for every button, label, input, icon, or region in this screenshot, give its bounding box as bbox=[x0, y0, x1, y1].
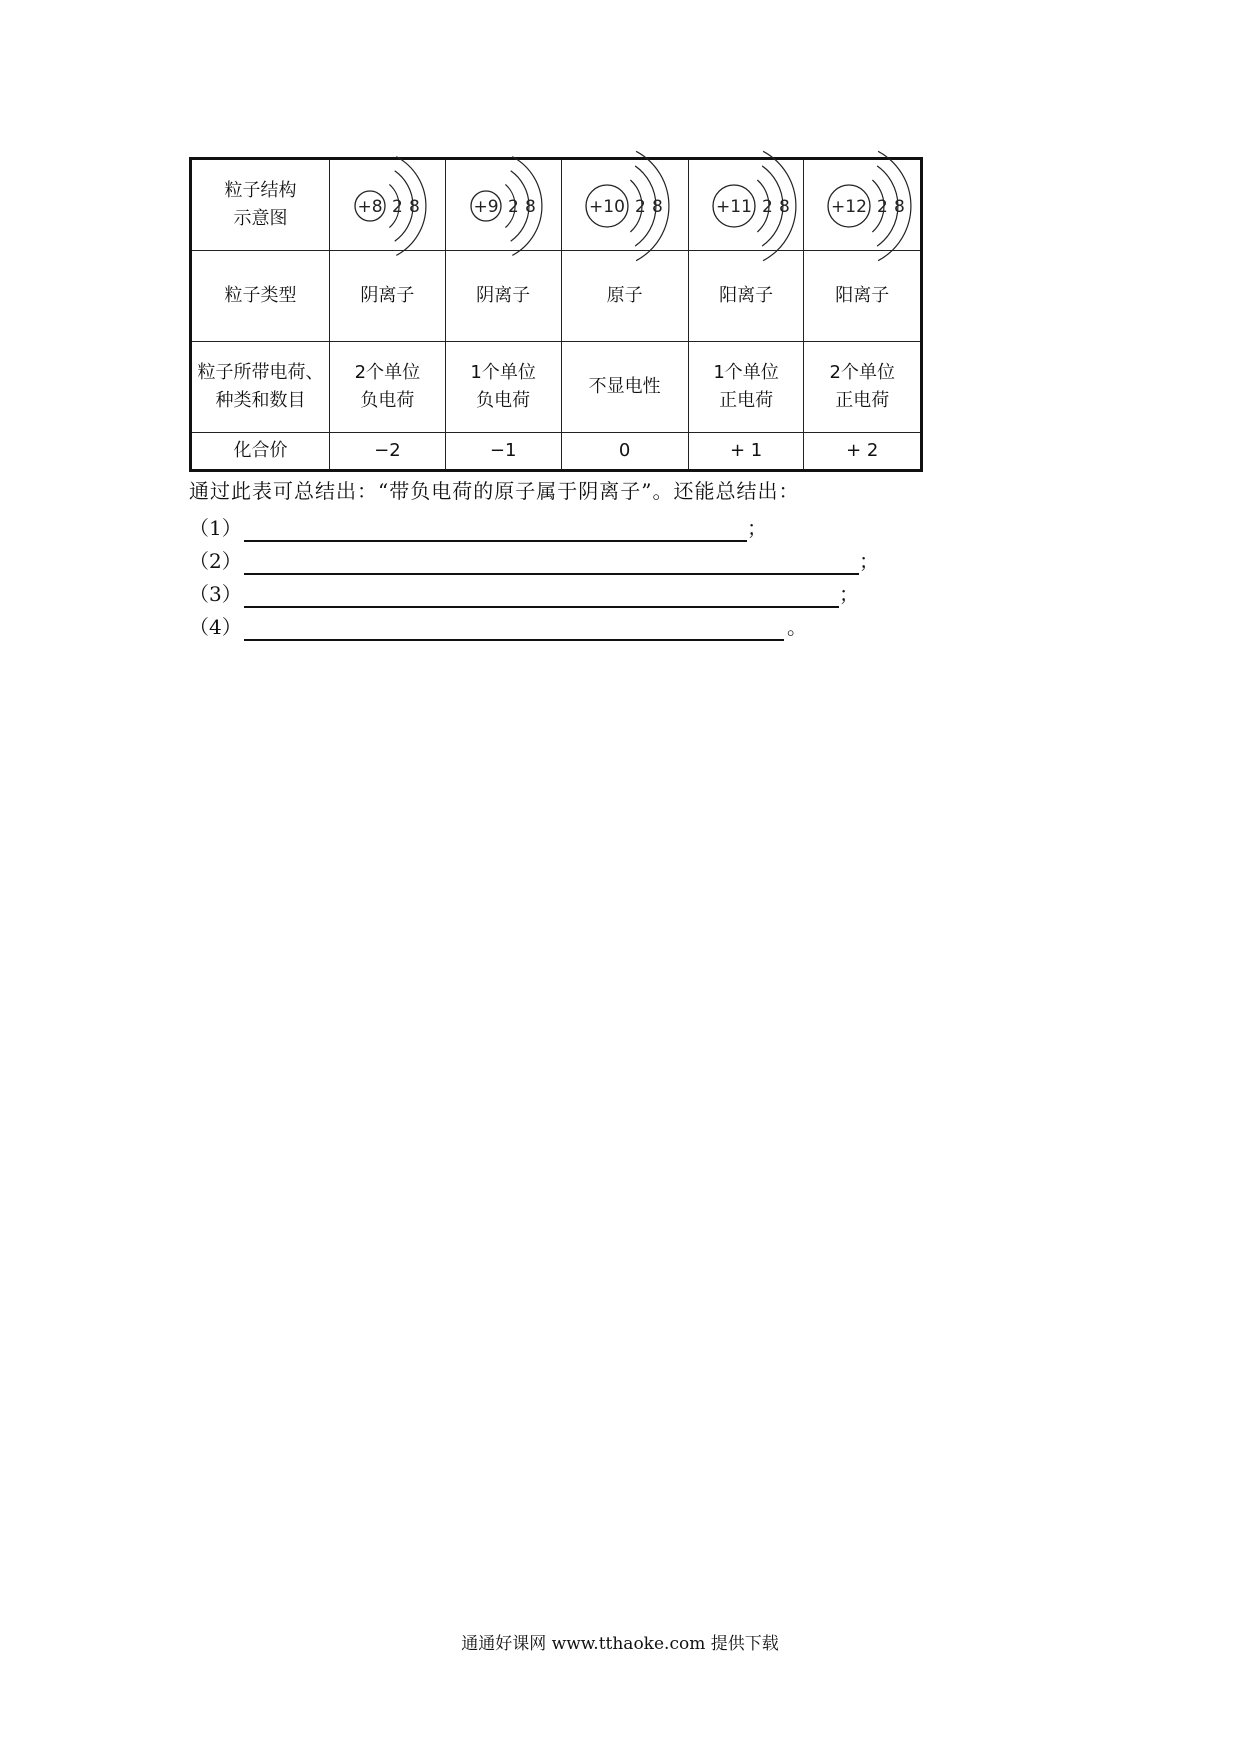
particle-type-cell: 阳离子 bbox=[688, 251, 804, 342]
valence-cell: 0 bbox=[561, 433, 688, 471]
diagram-row bbox=[191, 159, 922, 251]
particle-charge-cell: 2个单位 正电荷 bbox=[804, 342, 922, 433]
atom-diagram bbox=[562, 160, 688, 250]
answer-end-mark: 。 bbox=[787, 615, 807, 639]
atom-diagram bbox=[330, 160, 445, 250]
answer-blank[interactable] bbox=[244, 639, 784, 641]
row-header-charge: 粒子所带电荷、 种类和数目 bbox=[191, 342, 330, 433]
answer-blank[interactable] bbox=[244, 573, 859, 575]
valence-row bbox=[191, 433, 922, 471]
valence-cell: + 2 bbox=[804, 433, 922, 471]
answer-blank[interactable] bbox=[244, 606, 839, 608]
answer-number: （1） bbox=[189, 516, 242, 540]
answer-blank[interactable] bbox=[244, 540, 747, 542]
particle-type-cell: 原子 bbox=[561, 251, 688, 342]
footer-source: 通通好课网 www.tthaoke.com 提供下载 bbox=[461, 1634, 779, 1654]
answer-number: （4） bbox=[189, 615, 242, 639]
answer-number: （2） bbox=[189, 549, 242, 573]
nucleus-charge-label: +11 bbox=[715, 197, 752, 217]
answer-end-mark: ； bbox=[747, 516, 767, 540]
particle-charge-cell: 1个单位 正电荷 bbox=[688, 342, 804, 433]
valence-cell: −1 bbox=[445, 433, 561, 471]
valence-cell: + 1 bbox=[688, 433, 804, 471]
row-header-diagram: 粒子结构 示意图 bbox=[191, 159, 330, 251]
atom-diagram-cell bbox=[330, 159, 446, 251]
atom-diagram-cell bbox=[561, 159, 688, 251]
shell-electron-count: 8 bbox=[524, 197, 536, 217]
answer-end-mark: ； bbox=[859, 549, 879, 573]
nucleus-charge-label: +10 bbox=[588, 197, 625, 217]
atom-diagram bbox=[804, 160, 920, 250]
atom-diagram-cell bbox=[445, 159, 561, 251]
shell-electron-count: 2 bbox=[634, 197, 646, 217]
charge-row bbox=[191, 342, 922, 433]
shell-electron-count: 2 bbox=[392, 197, 403, 217]
atom-diagram-cell bbox=[804, 159, 922, 251]
row-header-type: 粒子类型 bbox=[191, 251, 330, 342]
shell-electron-count: 8 bbox=[778, 197, 790, 217]
shell-electron-count: 8 bbox=[894, 197, 906, 217]
atom-diagram bbox=[446, 160, 561, 250]
particle-charge-cell: 不显电性 bbox=[561, 342, 688, 433]
particle-charge-cell: 1个单位 负电荷 bbox=[445, 342, 561, 433]
atom-diagram bbox=[689, 160, 804, 250]
particle-type-cell: 阴离子 bbox=[445, 251, 561, 342]
nucleus-charge-label: +8 bbox=[357, 197, 383, 217]
nucleus-charge-label: +9 bbox=[473, 197, 499, 217]
answer-number: （3） bbox=[189, 582, 242, 606]
valence-cell: −2 bbox=[330, 433, 446, 471]
particle-type-cell: 阳离子 bbox=[804, 251, 922, 342]
nucleus-charge-label: +12 bbox=[831, 197, 868, 217]
row-header-valence: 化合价 bbox=[191, 433, 330, 471]
shell-electron-count: 8 bbox=[651, 197, 663, 217]
type-row bbox=[191, 251, 922, 342]
summary-text: 通过此表可总结出：“带负电荷的原子属于阴离子”。还能总结出： bbox=[189, 479, 800, 503]
shell-electron-count: 2 bbox=[761, 197, 773, 217]
particle-structure-table bbox=[189, 157, 923, 472]
shell-electron-count: 8 bbox=[409, 197, 420, 217]
particle-type-cell: 阴离子 bbox=[330, 251, 446, 342]
shell-electron-count: 2 bbox=[877, 197, 889, 217]
particle-charge-cell: 2个单位 负电荷 bbox=[330, 342, 446, 433]
answer-end-mark: ； bbox=[839, 582, 859, 606]
atom-diagram-cell bbox=[688, 159, 804, 251]
shell-electron-count: 2 bbox=[507, 197, 519, 217]
